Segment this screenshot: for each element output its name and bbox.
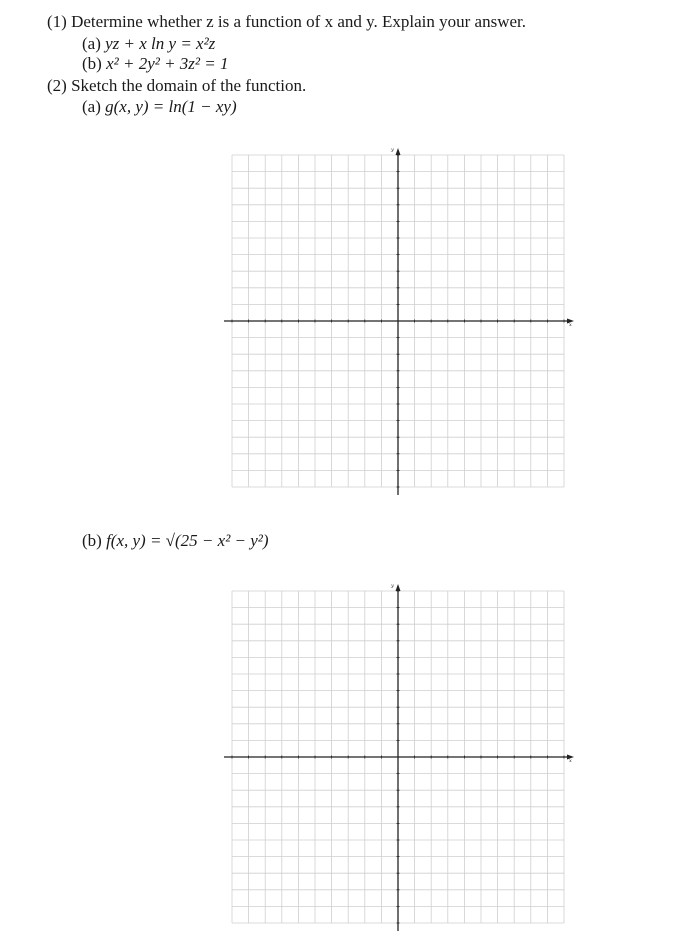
problem-1a-label: (a): [82, 34, 101, 53]
problem-2-prompt: [47, 76, 306, 96]
problem-1-number: (1): [47, 12, 67, 31]
problem-1-text: Determine whether z is a function of x and y. Explain your answer.: [71, 12, 527, 31]
problem-1a-equation: yz + x ln y = x²z: [105, 34, 216, 53]
problem-1a: [82, 34, 215, 54]
graph-2b-y-axis-label: y: [391, 583, 394, 589]
problem-2b-function: f(x, y) = √(25 − x² − y²): [106, 531, 269, 550]
graph-2b-y-axis-arrow: [396, 584, 401, 591]
problem-2-number: (2): [47, 76, 67, 95]
coordinate-grid-2a: [222, 140, 582, 500]
domain-graph-2b: [222, 576, 582, 764]
problem-1b-equation: x² + 2y² + 3z² = 1: [106, 54, 229, 73]
graph-2a-y-axis-label: y: [391, 147, 394, 153]
problem-1-prompt: [47, 12, 526, 32]
problem-1b: [82, 54, 229, 74]
domain-graph-2a: [222, 140, 582, 500]
coordinate-grid-2b: [222, 576, 582, 936]
problem-2b-label: (b): [82, 531, 102, 550]
graph-2b-x-axis-label: x: [569, 758, 572, 764]
problem-2a-function: g(x, y) = ln(1 − xy): [105, 97, 237, 116]
problem-2b: [82, 531, 269, 551]
problem-1b-label: (b): [82, 54, 102, 73]
problem-2-text: Sketch the domain of the function.: [71, 76, 307, 95]
problem-2a: [82, 97, 237, 117]
graph-2a-y-axis-arrow: [396, 148, 401, 155]
problem-2a-label: (a): [82, 97, 101, 116]
graph-2a-x-axis-label: x: [569, 322, 572, 328]
